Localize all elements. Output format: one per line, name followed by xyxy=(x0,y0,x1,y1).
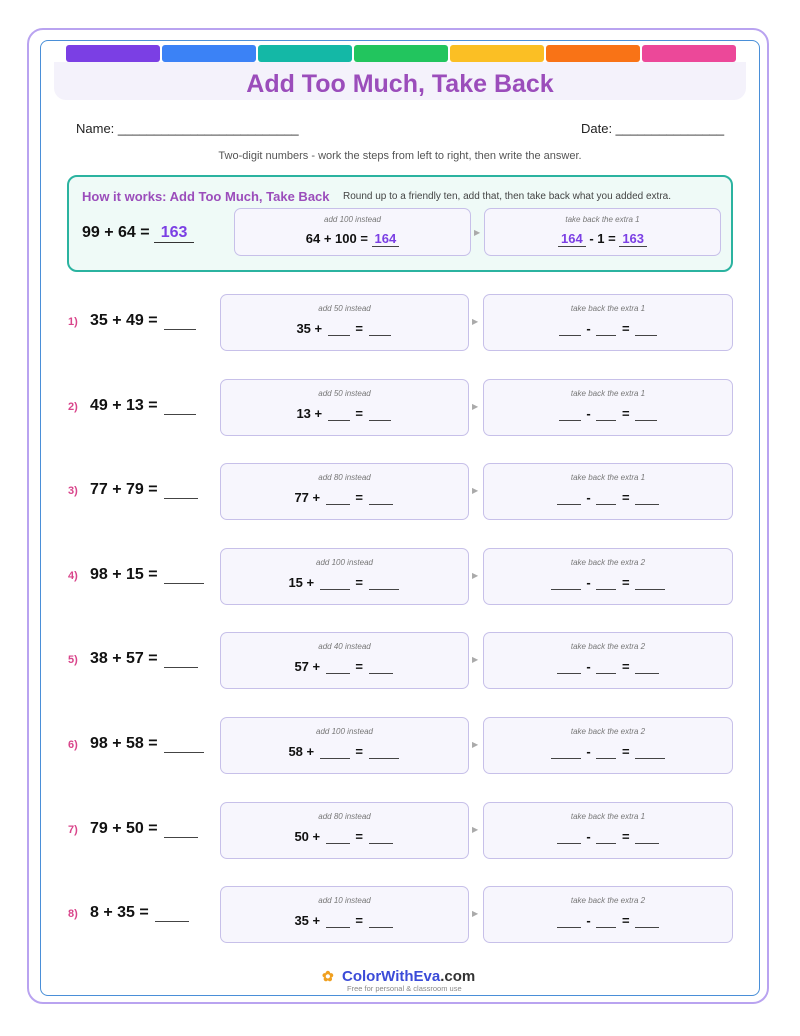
step1-expr: 50 + = xyxy=(221,829,468,844)
step1-base: 15 + xyxy=(288,574,315,590)
step2-expr: - = xyxy=(484,744,732,759)
step2-box xyxy=(483,886,733,943)
how-it-works-description: Round up to a friendly ten, add that, then take back what you added extra. xyxy=(343,191,671,202)
answer-blank[interactable] xyxy=(155,909,189,922)
arrow-icon: ▶ xyxy=(472,317,479,326)
step2-label: take back the extra 2 xyxy=(570,727,646,736)
problem-number: 3) xyxy=(68,485,78,498)
color-stripe-bar xyxy=(66,45,736,62)
step2-expr: - = xyxy=(484,575,732,590)
footer-tagline: Free for personal & classroom use xyxy=(347,984,462,993)
step2-result-blank[interactable] xyxy=(635,661,659,674)
step1-result-blank[interactable] xyxy=(369,492,393,505)
step2-label: take back the extra 1 xyxy=(570,473,646,483)
example-step1-box xyxy=(234,208,471,256)
answer-blank[interactable] xyxy=(164,825,198,838)
brand-name: ColorWithEva xyxy=(342,968,441,985)
step1-base: 77 + xyxy=(294,490,321,506)
step2-blank-a[interactable] xyxy=(551,577,581,590)
step1-label: add 10 instead xyxy=(318,896,371,906)
step1-box xyxy=(220,463,469,520)
step2-label: take back the extra 1 xyxy=(570,811,646,821)
answer-blank[interactable] xyxy=(164,571,204,584)
problem-eq-text: 35 + 49 = xyxy=(90,312,158,329)
answer-blank[interactable] xyxy=(164,740,204,753)
example-step1-label: add 100 instead xyxy=(324,215,381,224)
arrow-icon: ▶ xyxy=(472,824,479,834)
problem-eq-text: 38 + 57 = xyxy=(90,650,158,668)
step1-result-blank[interactable] xyxy=(369,408,391,421)
example-equation xyxy=(82,224,194,243)
step1-label: add 80 instead xyxy=(318,473,371,483)
arrow-icon: ▶ xyxy=(472,740,479,749)
date-field[interactable]: Date: _______________ xyxy=(581,121,725,136)
how-it-works-heading: How it works: Add Too Much, Take Back xyxy=(82,189,330,204)
step1-box xyxy=(220,632,469,689)
answer-blank[interactable] xyxy=(164,317,196,330)
step1-label: add 40 instead xyxy=(318,642,371,652)
brand-domain: .com xyxy=(440,968,476,985)
problem-equation xyxy=(90,735,206,753)
step1-blank[interactable] xyxy=(320,577,350,590)
step1-expr: 15 + = xyxy=(221,575,468,590)
step2-blank-b[interactable] xyxy=(596,408,616,421)
step1-label: add 50 instead xyxy=(318,388,371,398)
step2-expr: - = xyxy=(484,829,732,844)
step1-box xyxy=(220,717,469,774)
problem-equation xyxy=(90,397,198,415)
step1-expr: 77 + = xyxy=(221,490,468,505)
step2-label: take back the extra 2 xyxy=(570,557,646,567)
stripe xyxy=(354,45,448,62)
name-field[interactable]: Name: _________________________ xyxy=(76,121,299,136)
step2-blank-a[interactable] xyxy=(557,661,581,674)
step1-label: add 100 instead xyxy=(316,557,373,567)
step2-box xyxy=(483,632,733,689)
step1-blank[interactable] xyxy=(328,408,350,421)
step2-blank-b[interactable] xyxy=(596,831,616,844)
step1-blank[interactable] xyxy=(326,661,350,674)
step1-blank[interactable] xyxy=(326,831,350,844)
step1-result-blank[interactable] xyxy=(369,746,399,759)
step1-box xyxy=(220,802,469,859)
step1-result-blank[interactable] xyxy=(369,831,393,844)
problem-equation xyxy=(90,650,200,668)
step2-expr: - = xyxy=(484,659,732,674)
problem-eq-text: 77 + 79 = xyxy=(90,481,158,499)
step2-expr: - = xyxy=(484,406,732,421)
step1-expr: 13 + = xyxy=(221,406,468,421)
step2-blank-a[interactable] xyxy=(559,323,581,336)
step2-result-blank[interactable] xyxy=(635,915,659,928)
example-answer: 163 xyxy=(154,224,194,243)
step1-box xyxy=(220,379,469,436)
how-it-works-panel xyxy=(67,175,733,272)
problem-eq-text: 98 + 58 = xyxy=(90,735,158,752)
step1-expr: 58 + = xyxy=(221,744,468,759)
example-step2-answer: 163 xyxy=(619,231,647,247)
step2-result-blank[interactable] xyxy=(635,492,659,505)
step2-blank-b[interactable] xyxy=(596,577,616,590)
step1-box xyxy=(220,548,469,605)
problem-number: 1) xyxy=(68,316,78,328)
instructions: Two-digit numbers - work the steps from left to right, then write the answer. xyxy=(218,150,582,162)
step1-blank[interactable] xyxy=(326,915,350,928)
step2-result-blank[interactable] xyxy=(635,323,657,336)
step2-label: take back the extra 1 xyxy=(570,304,646,313)
answer-blank[interactable] xyxy=(164,486,198,499)
step2-blank-b[interactable] xyxy=(596,661,616,674)
step2-box xyxy=(483,379,733,436)
step1-base: 57 + xyxy=(294,659,321,675)
example-eq-text: 99 + 64 = xyxy=(82,224,150,241)
stripe xyxy=(546,45,640,62)
example-step2-label: take back the extra 1 xyxy=(565,215,640,224)
step2-blank-b[interactable] xyxy=(596,746,616,759)
problem-equation xyxy=(90,566,206,584)
arrow-icon: ▶ xyxy=(472,655,479,665)
example-step2-expr xyxy=(485,231,720,247)
page-title: Add Too Much, Take Back xyxy=(246,70,554,98)
step1-blank[interactable] xyxy=(328,323,350,336)
example-step2-box xyxy=(484,208,721,256)
problem-equation xyxy=(90,312,198,330)
step1-base: 13 + xyxy=(296,405,323,421)
step2-result-blank[interactable] xyxy=(635,746,665,759)
step2-blank-b[interactable] xyxy=(596,915,616,928)
step2-label: take back the extra 1 xyxy=(570,388,646,398)
step2-box xyxy=(483,717,733,774)
step1-base: 35 + xyxy=(296,321,323,336)
step2-box xyxy=(483,548,733,605)
palette-icon: ✿ xyxy=(322,968,334,984)
stripe xyxy=(66,45,160,62)
step1-result-blank[interactable] xyxy=(369,323,391,336)
problem-number: 8) xyxy=(68,908,78,921)
problem-equation xyxy=(90,481,200,499)
problem-equation xyxy=(90,820,200,838)
step2-blank-a[interactable] xyxy=(557,915,581,928)
step1-label: add 100 instead xyxy=(316,727,373,736)
step2-blank-a[interactable] xyxy=(551,746,581,759)
answer-blank[interactable] xyxy=(164,402,196,415)
footer-logo xyxy=(322,968,475,985)
problem-number: 2) xyxy=(68,400,78,413)
arrow-icon: ▶ xyxy=(472,401,479,411)
step1-box xyxy=(220,886,469,943)
step2-blank-a[interactable] xyxy=(557,831,581,844)
step2-label: take back the extra 2 xyxy=(570,896,646,906)
step1-base: 35 + xyxy=(294,913,321,929)
problem-equation xyxy=(90,904,191,922)
example-step1-expr xyxy=(235,231,470,247)
arrow-icon: ▶ xyxy=(472,570,479,580)
stripe xyxy=(162,45,256,62)
step1-blank[interactable] xyxy=(320,746,350,759)
step2-expr: - = xyxy=(484,490,732,505)
problem-eq-text: 79 + 50 = xyxy=(90,819,158,837)
step2-expr: - = xyxy=(484,321,732,336)
step1-result-blank[interactable] xyxy=(369,661,393,674)
problem-number: 6) xyxy=(68,739,78,751)
answer-blank[interactable] xyxy=(164,655,198,668)
step2-blank-b[interactable] xyxy=(596,323,616,336)
step2-expr: - = xyxy=(484,913,732,928)
step2-blank-b[interactable] xyxy=(596,492,616,505)
example-step2-mid: - 1 = xyxy=(589,231,616,246)
step2-result-blank[interactable] xyxy=(635,408,657,421)
step2-blank-a[interactable] xyxy=(559,408,581,421)
problem-eq-text: 8 + 35 = xyxy=(90,904,149,922)
step2-result-blank[interactable] xyxy=(635,831,659,844)
step1-base: 50 + xyxy=(294,828,321,844)
problem-eq-text: 49 + 13 = xyxy=(90,396,158,414)
stripe xyxy=(642,45,736,62)
step1-label: add 50 instead xyxy=(318,304,371,313)
stripe xyxy=(450,45,544,62)
arrow-icon: ▶ xyxy=(474,228,481,237)
step1-blank[interactable] xyxy=(326,492,350,505)
arrow-icon: ▶ xyxy=(472,486,479,496)
step1-expr: 57 + = xyxy=(221,659,468,674)
step2-blank-a[interactable] xyxy=(557,492,581,505)
example-step1-text: 64 + 100 = xyxy=(305,231,368,246)
arrow-icon: ▶ xyxy=(472,909,479,919)
step2-box xyxy=(483,463,733,520)
problem-number: 5) xyxy=(68,654,78,667)
step2-box xyxy=(483,294,733,351)
step1-result-blank[interactable] xyxy=(369,577,399,590)
step1-expr: 35 + = xyxy=(221,913,468,928)
example-step1-answer: 164 xyxy=(372,231,400,247)
step2-label: take back the extra 2 xyxy=(570,642,646,652)
step1-label: add 80 instead xyxy=(318,811,371,821)
step2-box xyxy=(483,802,733,859)
step1-expr: 35 + = xyxy=(221,321,468,336)
step2-result-blank[interactable] xyxy=(635,577,665,590)
stripe xyxy=(258,45,352,62)
problem-number: 7) xyxy=(68,823,78,836)
problem-number: 4) xyxy=(68,569,78,582)
problem-eq-text: 98 + 15 = xyxy=(90,565,158,583)
step1-base: 58 + xyxy=(288,744,315,759)
step1-result-blank[interactable] xyxy=(369,915,393,928)
example-step2-a: 164 xyxy=(558,231,586,247)
step1-box xyxy=(220,294,469,351)
